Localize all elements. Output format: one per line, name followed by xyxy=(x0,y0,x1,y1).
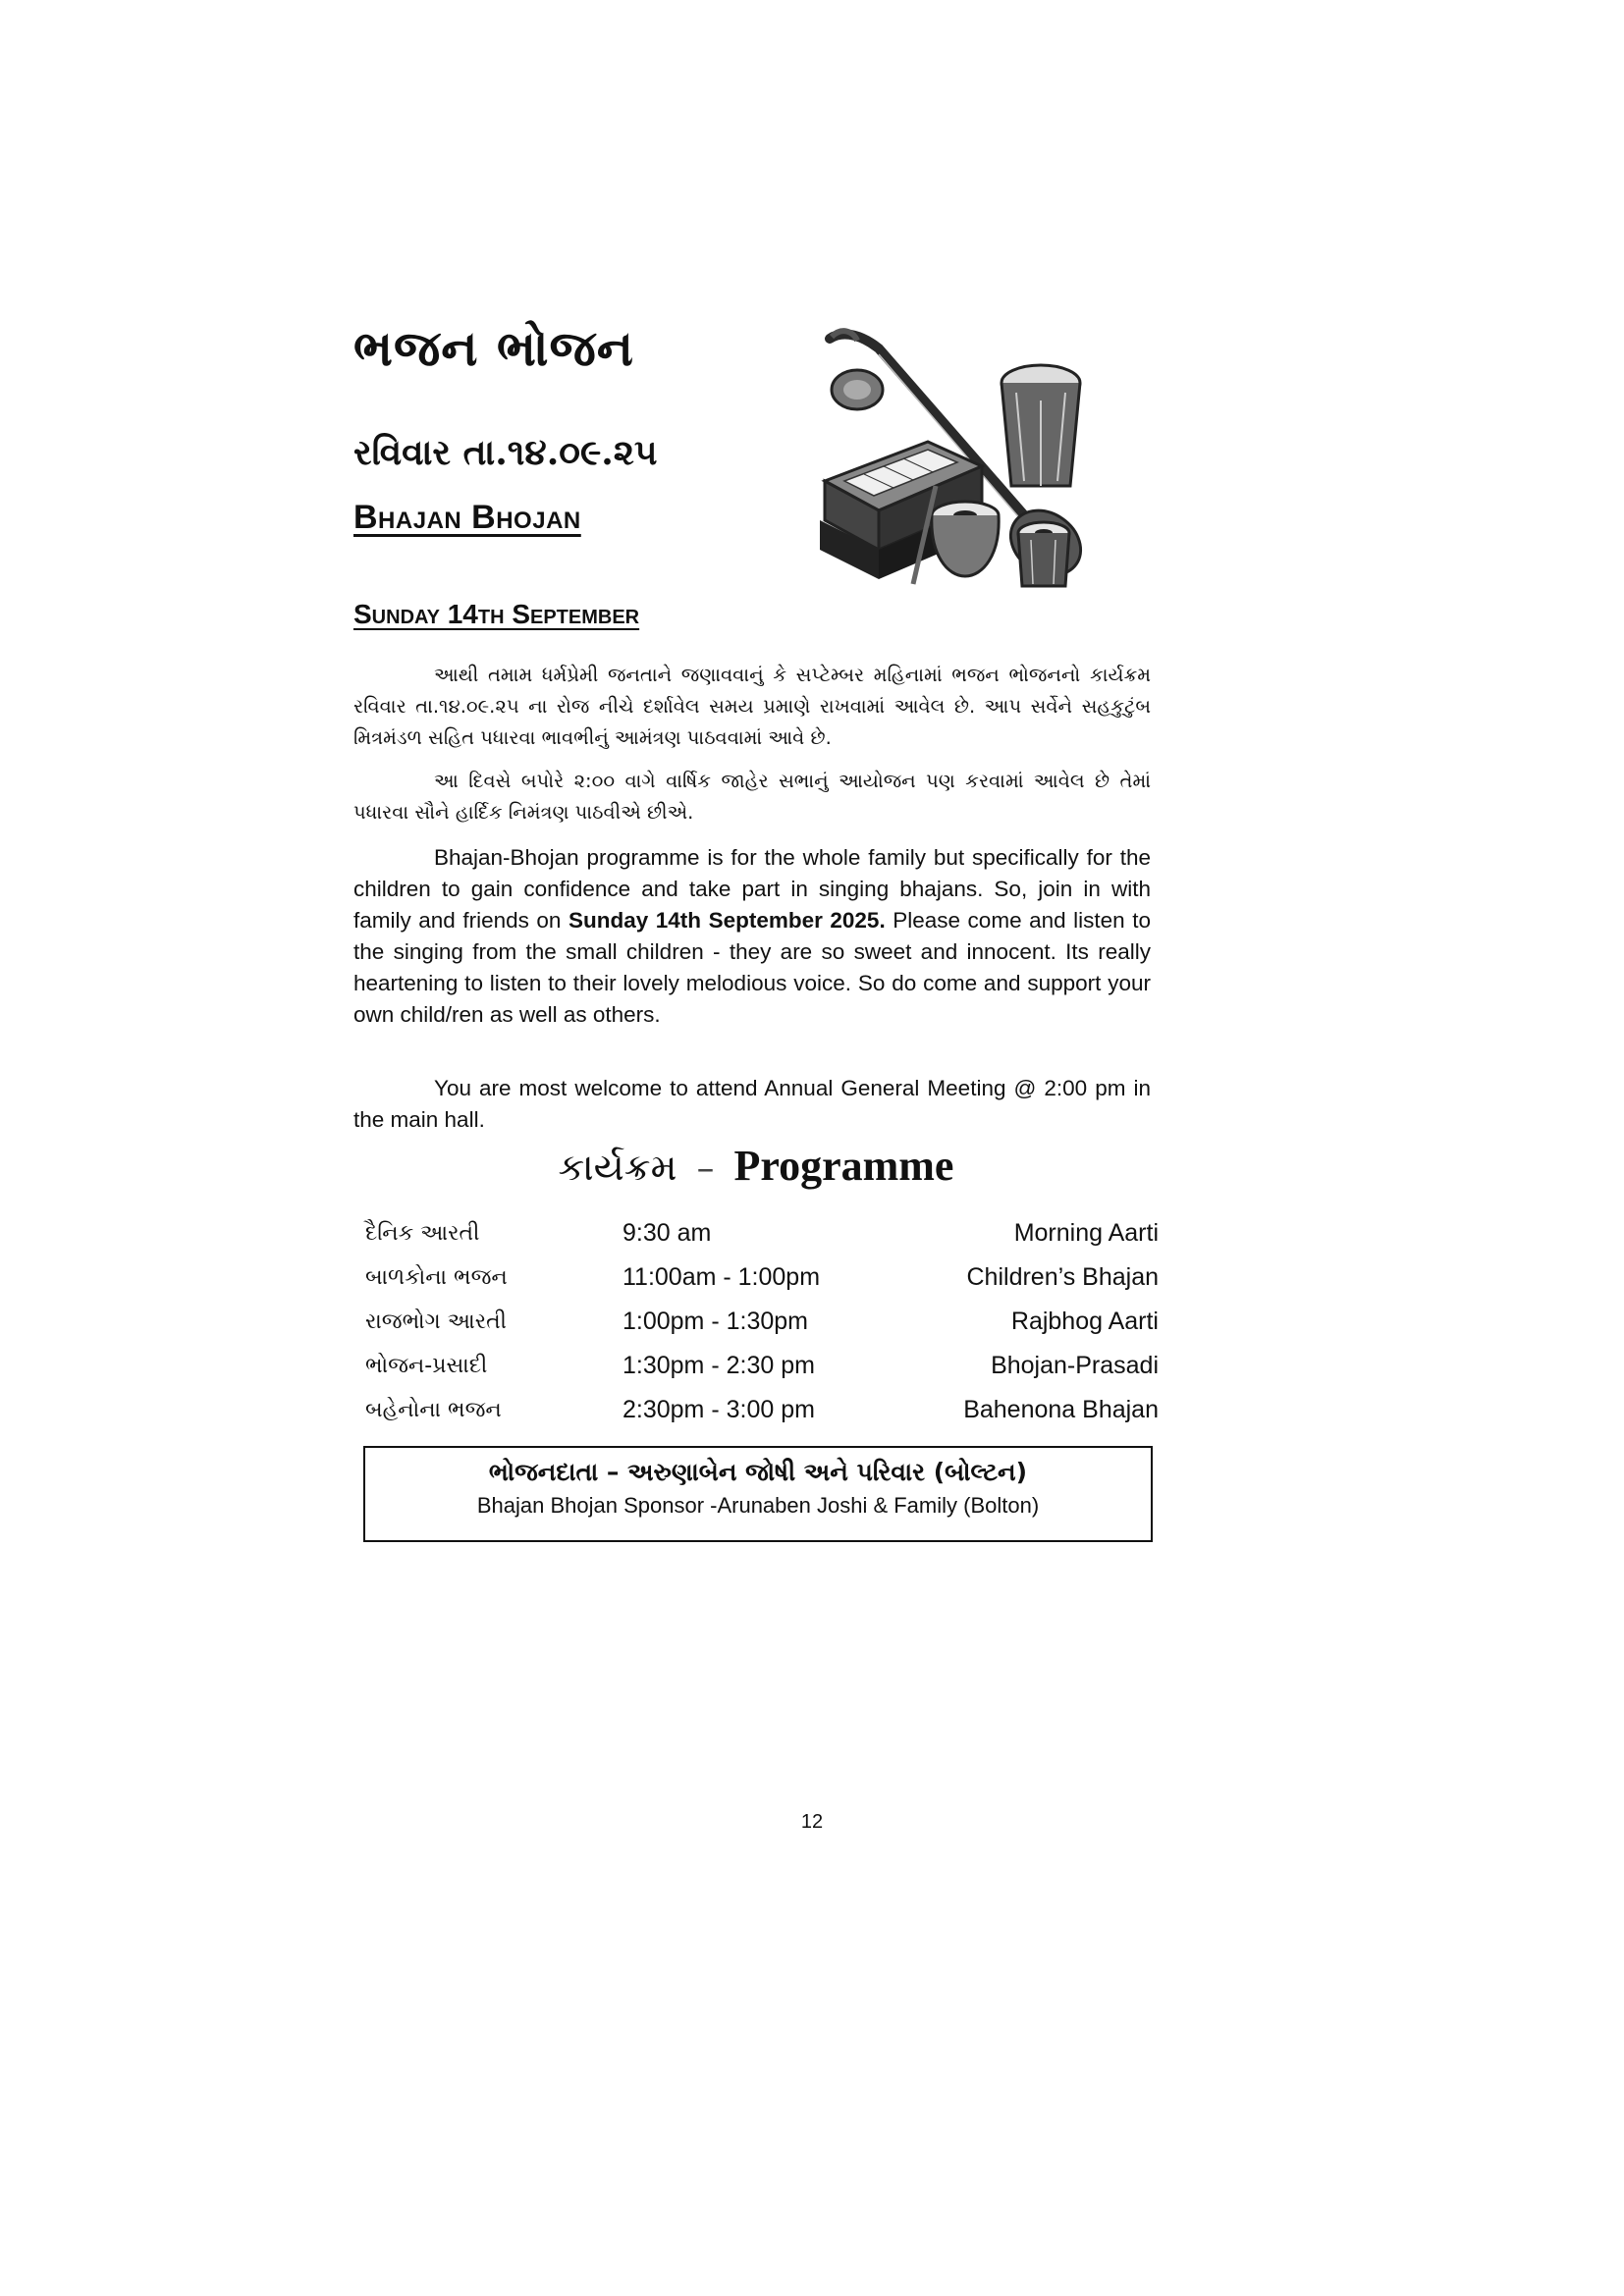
title-english: Bhajan Bhojan xyxy=(353,499,581,536)
schedule-item-gujarati: બાળકોના ભજન xyxy=(365,1265,508,1290)
schedule-item-gujarati: દૈનિક આરતી xyxy=(365,1221,480,1246)
page-number: 12 xyxy=(800,1811,824,1833)
schedule-item-gujarati: રાજભોગ આરતી xyxy=(365,1309,507,1334)
schedule-row xyxy=(365,1348,1159,1392)
schedule-item-english: Rajbhog Aarti xyxy=(1010,1308,1159,1335)
schedule-item-gujarati: ભોજન-પ્રસાદી xyxy=(365,1354,488,1378)
schedule-row xyxy=(365,1215,1159,1259)
date-english: Sunday 14th September xyxy=(353,599,640,629)
schedule-row xyxy=(365,1259,1159,1304)
schedule-time: 2:30pm - 3:00 pm xyxy=(623,1396,815,1423)
sponsor-gujarati: ભોજનદાતા – અરુણાબેન જોષી અને પરિવાર (બોલ્ટન) xyxy=(488,1458,1028,1486)
schedule-time: 9:30 am xyxy=(623,1219,712,1247)
programme-heading xyxy=(353,1141,1159,1191)
sponsor-box xyxy=(363,1446,1153,1542)
dholak-icon xyxy=(1001,365,1080,486)
schedule-item-english: Bahenona Bhajan xyxy=(963,1396,1159,1423)
schedule-time: 1:30pm - 2:30 pm xyxy=(623,1352,815,1379)
schedule-row xyxy=(365,1392,1159,1436)
schedule-time: 1:00pm - 1:30pm xyxy=(623,1308,808,1335)
event-date-bold: Sunday 14th September 2025. xyxy=(568,908,886,933)
schedule-row xyxy=(365,1304,1159,1348)
title-gujarati: ભજન ભોજન xyxy=(353,319,635,377)
schedule-item-english: Children’s Bhajan xyxy=(966,1263,1159,1291)
paragraph-gujarati-2: આ દિવસે બપોરે ૨:૦૦ વાગે વાર્ષિક જાહેર સભાનું આયોજન પણ કરવામાં આવેલ છે તેમાં પધારવા સૌને હાર્દિક નિમંત્રણ પાઠવીએ છીએ. xyxy=(353,770,1151,824)
musical-instruments-icon xyxy=(820,319,1100,599)
schedule-item-english: Morning Aarti xyxy=(1013,1219,1159,1247)
paragraph-english-2: You are most welcome to attend Annual General Meeting @ 2:00 pm in the main hall. xyxy=(353,1076,1151,1132)
date-gujarati: રવિવાર તા.૧૪.૦૯.૨૫ xyxy=(353,432,658,473)
programme-heading-gujarati: કાર્યક્રમ xyxy=(558,1146,677,1189)
programme-heading-separator: – xyxy=(696,1148,715,1189)
paragraph-english-1: Bhajan-Bhojan programme is for the whole family but specifically for the children to gain confidence and take part in singing bhajans. So, join in with family and friends on Sunday 14th September 2025. Please come and listen to the singing from the small children - they are so sweet and innocent. Its really heartening to listen to their lovely melodious voice. So do come and support your own child/ren as well as others. xyxy=(353,845,1151,1027)
schedule-item-gujarati: બહેનોના ભજન xyxy=(365,1398,502,1422)
sponsor-english: Bhajan Bhojan Sponsor -Arunaben Joshi & Family (Bolton) xyxy=(476,1493,1040,1518)
schedule-time: 11:00am - 1:00pm xyxy=(623,1263,821,1291)
programme-schedule xyxy=(365,1215,1159,1436)
paragraph-gujarati-1: આથી તમામ ધર્મપ્રેમી જનતાને જણાવવાનું કે સપ્ટેમ્બર મહિનામાં ભજન ભોજનનો કાર્યક્રમ રવિવાર તા.૧૪.૦૯.૨૫ ના રોજ નીચે દર્શાવેલ સમય પ્રમાણે રાખવામાં આવેલ છે. આપ સર્વેને સહકુટુંબ મિત્રમંડળ સહિત પધારવા ભાવભીનું આમંત્રણ પાઠવવામાં આવે છે. xyxy=(353,664,1151,749)
programme-heading-english: Programme xyxy=(733,1142,954,1190)
schedule-item-english: Bhojan-Prasadi xyxy=(991,1352,1159,1379)
